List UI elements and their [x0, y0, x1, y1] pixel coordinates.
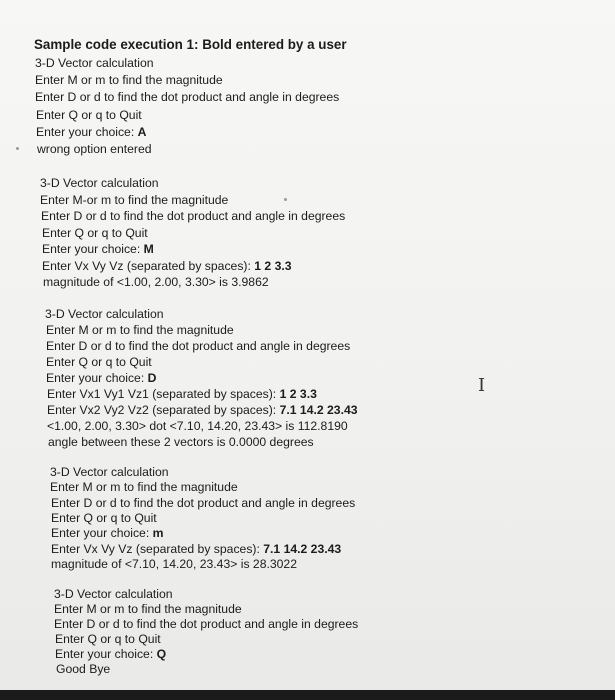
session-line: Enter M-or m to find the magnitude: [40, 193, 229, 207]
user-input: 7.1 14.2 23.43: [279, 403, 358, 417]
prompt-text: Enter your choice:: [36, 125, 138, 139]
session-line: Enter M or m to find the magnitude: [54, 602, 242, 616]
user-input: 1 2 3.3: [254, 259, 292, 273]
session-line: Enter M or m to find the magnitude: [46, 323, 234, 337]
session-line: Enter M or m to find the magnitude: [50, 480, 238, 494]
session-line: 3-D Vector calculation: [35, 56, 154, 70]
session-line: 3-D Vector calculation: [45, 307, 164, 321]
session-line: Enter D or d to find the dot product and angle in degrees: [35, 90, 340, 104]
result-line: <1.00, 2.00, 3.30> dot <7.10, 14.20, 23.43> is 112.8190: [47, 419, 348, 433]
prompt-text: Enter Vx Vy Vz (separated by spaces):: [42, 259, 255, 273]
vector-input-line: [47, 386, 317, 402]
user-input: m: [152, 526, 164, 540]
session-line: 3-D Vector calculation: [40, 176, 159, 190]
title-suffix: entered by a user: [231, 37, 347, 52]
dust-mark: [284, 198, 287, 201]
session-line: Enter Q or q to Quit: [55, 632, 161, 646]
choice-line: [42, 241, 154, 257]
prompt-text: Enter your choice:: [55, 647, 157, 661]
vector-input-line: [42, 258, 292, 274]
session-line: Enter D or d to find the dot product and angle in degrees: [51, 496, 356, 510]
session-line: Enter Q or q to Quit: [42, 226, 148, 240]
prompt-text: Enter your choice:: [51, 526, 153, 540]
prompt-text: Enter Vx2 Vy2 Vz2 (separated by spaces):: [47, 403, 280, 417]
vector-input-line: [47, 402, 358, 418]
prompt-text: Enter Vx1 Vy1 Vz1 (separated by spaces):: [47, 387, 280, 401]
user-input: A: [137, 125, 147, 139]
result-line: magnitude of <1.00, 2.00, 3.30> is 3.9862: [43, 275, 269, 289]
session-line: Enter Q or q to Quit: [51, 511, 157, 525]
session-line: Enter M or m to find the magnitude: [35, 73, 223, 87]
session-line: Enter Q or q to Quit: [36, 108, 142, 122]
result-line: magnitude of <7.10, 14.20, 23.43> is 28.3022: [51, 557, 297, 571]
prompt-text: Enter your choice:: [46, 371, 148, 385]
screen-bottom-edge: [0, 690, 615, 700]
prompt-text: Enter your choice:: [42, 242, 144, 256]
choice-line: [36, 124, 146, 140]
session-line: 3-D Vector calculation: [50, 465, 169, 479]
session-line: Enter D or d to find the dot product and angle in degrees: [54, 617, 359, 631]
choice-line: [51, 525, 163, 541]
user-input: D: [147, 371, 157, 385]
user-input: Q: [156, 647, 167, 661]
title-bold-word: Bold: [202, 37, 232, 52]
text-cursor-icon: I: [478, 375, 486, 396]
choice-line: [55, 646, 166, 662]
title-prefix: Sample code execution 1:: [34, 37, 203, 52]
session-line: Enter D or d to find the dot product and angle in degrees: [46, 339, 351, 353]
session-line: wrong option entered: [37, 142, 152, 156]
result-line: angle between these 2 vectors is 0.0000 degrees: [48, 435, 314, 449]
session-line: Enter D or d to find the dot product and angle in degrees: [41, 209, 346, 223]
user-input: M: [143, 242, 154, 256]
choice-line: [46, 370, 156, 386]
page-title: [34, 37, 347, 53]
user-input: 7.1 14.2 23.43: [263, 542, 342, 556]
prompt-text: Enter Vx Vy Vz (separated by spaces):: [51, 542, 264, 556]
session-line: Good Bye: [56, 662, 111, 676]
session-line: Enter Q or q to Quit: [46, 355, 152, 369]
dust-mark: [16, 147, 19, 150]
user-input: 1 2 3.3: [279, 387, 317, 401]
vector-input-line: [51, 541, 341, 557]
session-line: 3-D Vector calculation: [54, 587, 173, 601]
